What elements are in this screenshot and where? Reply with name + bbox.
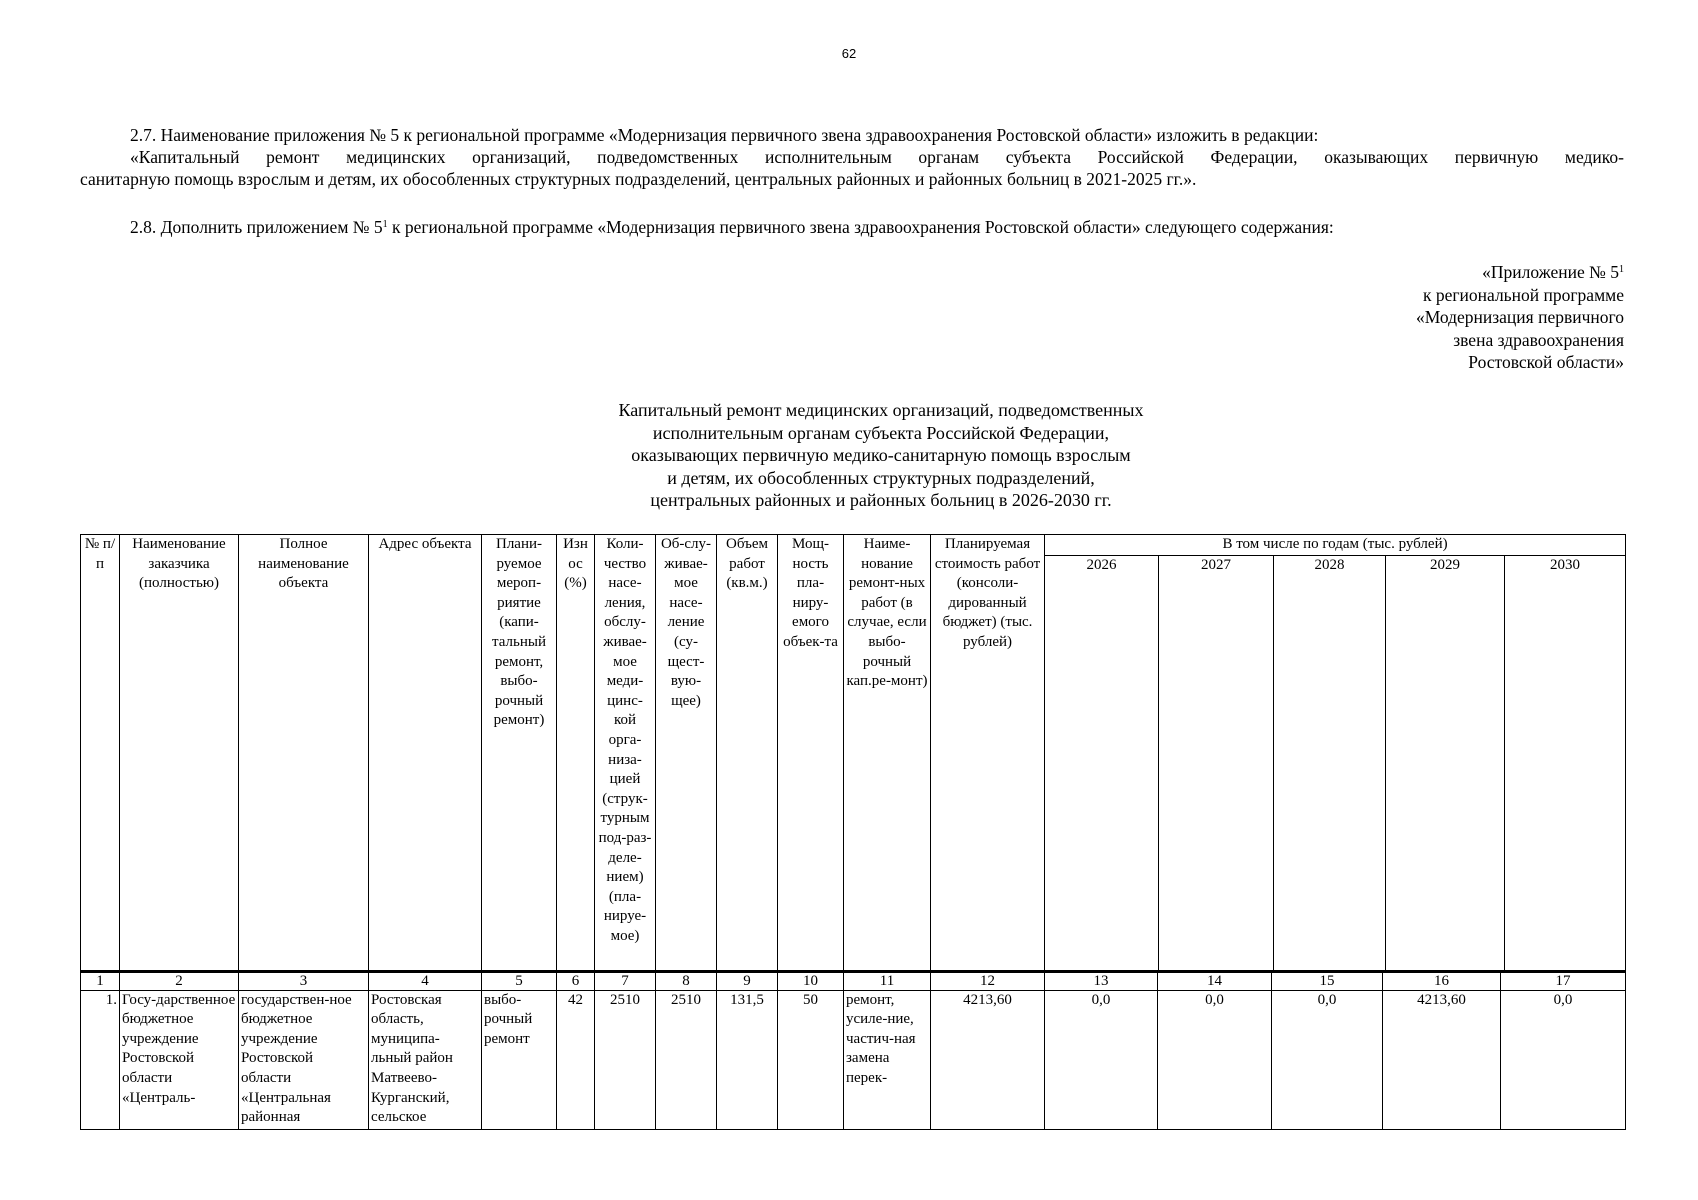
cell-population-planned: 2510 <box>595 990 656 1129</box>
cell-2030: 0,0 <box>1501 990 1626 1129</box>
cell-volume: 131,5 <box>717 990 778 1129</box>
cell-address: Ростовская область, муниципа-льный район Матвеево-Курганский, сельское <box>369 990 482 1129</box>
header-year-2027: 2027 <box>1159 556 1274 970</box>
cell-customer: Госу-дарственное бюджетное учреждение Ростовской области «Централь- <box>120 990 239 1129</box>
cell-2028: 0,0 <box>1272 990 1383 1129</box>
section-2-8-superscript: 1 <box>382 219 388 230</box>
column-number: 16 <box>1383 971 1501 990</box>
header-works: Наиме-нование ремонт-ных работ (в случае, если выбо-рочный кап.ре-монт) <box>844 535 931 972</box>
header-wear: Изн ос (%) <box>557 535 595 972</box>
header-population-existing: Об-слу-живае-мое насе-ление (су-щест-вую-щее) <box>656 535 717 972</box>
header-object: Полное наименование объекта <box>239 535 369 972</box>
cell-cost: 4213,60 <box>931 990 1045 1129</box>
page-number: 62 <box>841 46 857 61</box>
header-volume: Объем работ (кв.м.) <box>717 535 778 972</box>
column-number: 1 <box>81 971 120 990</box>
cell-capacity: 50 <box>778 990 844 1129</box>
column-number: 4 <box>369 971 482 990</box>
header-year-2026: 2026 <box>1045 556 1159 970</box>
repair-table <box>80 534 1626 1130</box>
appendix-line4: звена здравоохранения <box>1453 329 1624 350</box>
title-line2: исполнительным органам субъекта Российской Федерации, <box>652 422 1110 443</box>
column-number: 2 <box>120 971 239 990</box>
cell-num: 1. <box>81 990 120 1129</box>
column-number: 6 <box>557 971 595 990</box>
column-number: 3 <box>239 971 369 990</box>
header-num: № п/п <box>81 535 120 972</box>
header-years <box>1045 556 1625 970</box>
cell-works: ремонт, усиле-ние, частич-ная замена перек- <box>844 990 931 1129</box>
section-2-7-line3: санитарную помощь взрослым и детям, их обособленных структурных подразделений, центральных районных и районных больниц в 2021-2025 гг.». <box>80 169 1197 189</box>
appendix-line1-text: «Приложение № 5 <box>1482 262 1619 282</box>
cell-2026: 0,0 <box>1045 990 1158 1129</box>
header-customer: Наименование заказчика (полностью) <box>120 535 239 972</box>
column-number: 17 <box>1501 971 1626 990</box>
appendix-line5: Ростовской области» <box>1468 352 1624 372</box>
header-cost: Планируемая стоимость работ (консоли-дированный бюджет) (тыс. рублей) <box>931 535 1045 972</box>
header-year-2030: 2030 <box>1550 556 1581 573</box>
header-population-planned: Коли-чество насе-ления, обслу-живае-мое меди-цинс-кой орга-низа-цией (струк-турным под-раз-деле-нием) (пла-нируе-мое) <box>595 535 656 972</box>
cell-wear: 42 <box>557 990 595 1129</box>
column-number: 5 <box>482 971 557 990</box>
column-number: 11 <box>844 971 931 990</box>
section-2-8-text-before: 2.8. Дополнить приложением № 5 <box>130 217 383 237</box>
appendix-line2: к региональной программе <box>1422 284 1624 305</box>
title-line4: и детям, их обособленных структурных подразделений, <box>667 467 1095 488</box>
column-number: 7 <box>595 971 656 990</box>
header-address: Адрес объекта <box>369 535 482 972</box>
header-year-2029: 2029 <box>1386 556 1505 970</box>
title-line3: оказывающих первичную медико-санитарную помощь взрослым <box>631 445 1131 465</box>
column-number: 12 <box>931 971 1045 990</box>
header-capacity: Мощ-ность пла-ниру-емого объек-та <box>778 535 844 972</box>
cell-object: государствен-ное бюджетное учреждение Ростовской области «Центральная районная <box>239 990 369 1129</box>
cell-2029: 4213,60 <box>1383 990 1501 1129</box>
appendix-line1-sup: 1 <box>1619 264 1624 275</box>
title-line5: центральных районных и районных больниц в 2026-2030 гг. <box>650 490 1112 510</box>
table-row <box>81 990 1626 1129</box>
column-number: 8 <box>656 971 717 990</box>
column-number: 14 <box>1158 971 1272 990</box>
appendix-line3: «Модернизация первичного <box>1415 307 1624 327</box>
header-years-group <box>1045 535 1626 972</box>
header-row <box>81 535 1626 972</box>
column-number: 13 <box>1045 971 1158 990</box>
column-numbers-row <box>81 971 1626 990</box>
appendix-line1 <box>1416 261 1624 284</box>
cell-population-existing: 2510 <box>656 990 717 1129</box>
column-number: 10 <box>778 971 844 990</box>
document-title <box>0 399 1698 512</box>
header-years-title: В том числе по годам (тыс. рублей) <box>1045 535 1625 556</box>
appendix-reference <box>1416 261 1624 374</box>
header-year-2028: 2028 <box>1274 556 1386 970</box>
section-2-8 <box>80 216 1624 238</box>
cell-event: выбо-рочный ремонт <box>482 990 557 1129</box>
header-event: Плани-руемое мероп-риятие (капи-тальный ремонт, выбо-рочный ремонт) <box>482 535 557 972</box>
cell-2027: 0,0 <box>1158 990 1272 1129</box>
section-2-7-line2: «Капитальный ремонт медицинских организаций, подведомственных исполнительным органам субъекта Российской Федерации, оказывающих первичную медико- <box>130 147 1624 167</box>
title-line1: Капитальный ремонт медицинских организаций, подведомственных <box>618 400 1144 420</box>
section-2-7-line1: 2.7. Наименование приложения № 5 к региональной программе «Модернизация первичного звена здравоохранения Ростовской области» изложить в редакции: <box>130 125 1319 145</box>
section-2-8-text-after: к региональной программе «Модернизация первичного звена здравоохранения Ростовской области» следующего содержания: <box>387 217 1334 237</box>
column-number: 9 <box>717 971 778 990</box>
column-number: 15 <box>1272 971 1383 990</box>
